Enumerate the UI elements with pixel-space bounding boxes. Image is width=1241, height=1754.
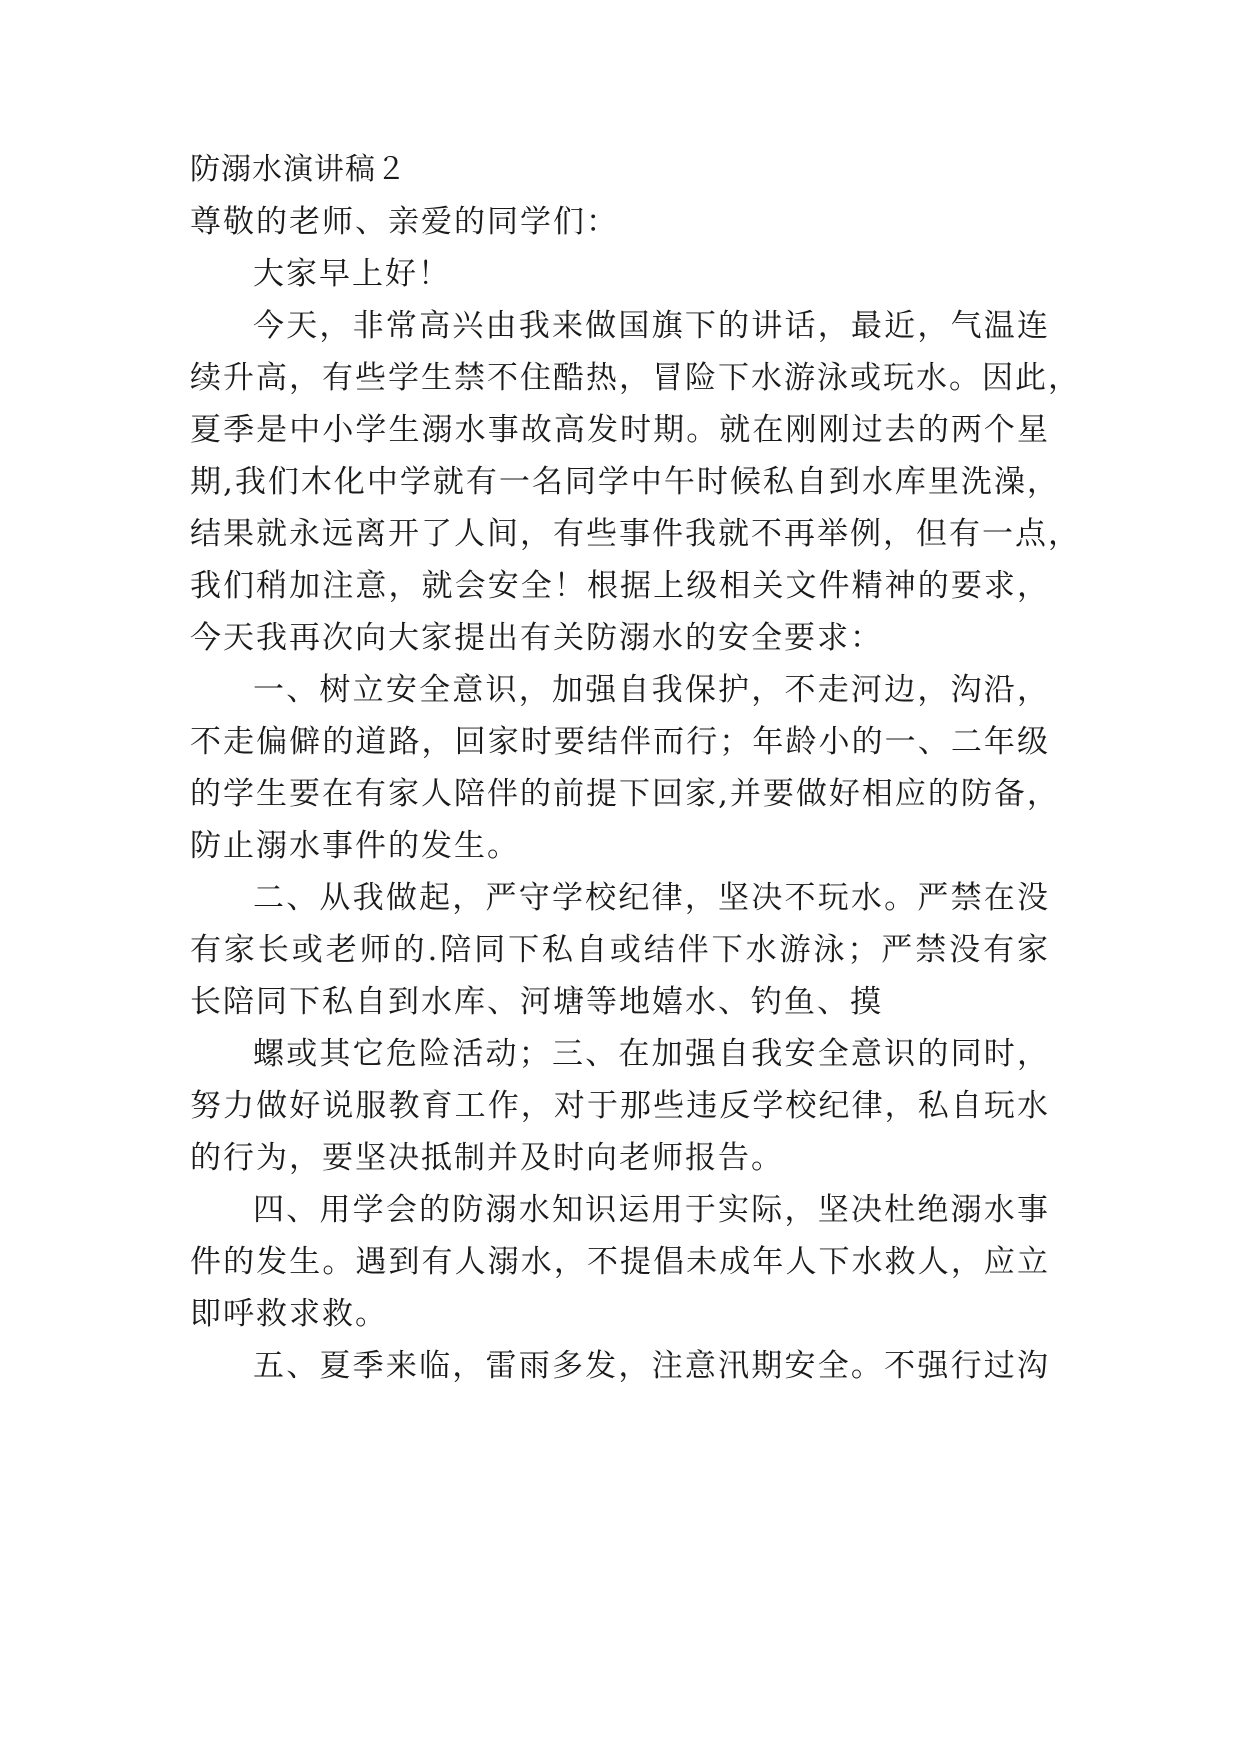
paragraph-line: 四、用学会的防溺水知识运用于实际，坚决杜绝溺水事 [253, 1192, 1050, 1228]
salutation-line: 尊敬的老师、亲爱的同学们： [190, 204, 619, 240]
paragraph-line: 长陪同下私自到水库、河塘等地嬉水、钓鱼、摸 [190, 984, 883, 1020]
paragraph-line: 夏季是中小学生溺水事故高发时期。就在刚刚过去的两个星 [190, 412, 1050, 448]
greeting-line: 大家早上好！ [253, 256, 451, 292]
paragraph-line: 的学生要在有家人陪伴的前提下回家,并要做好相应的防备， [190, 776, 1060, 812]
paragraph-line: 期,我们木化中学就有一名同学中午时候私自到水库里洗澡， [190, 464, 1060, 500]
paragraph-line: 今天我再次向大家提出有关防溺水的安全要求： [190, 620, 883, 656]
paragraph-line: 结果就永远离开了人间，有些事件我就不再举例，但有一点， [190, 516, 1081, 552]
document-title: 防溺水演讲稿２ [190, 152, 407, 187]
paragraph-line: 螺或其它危险活动；三、在加强自我安全意识的同时， [253, 1036, 1050, 1072]
paragraph-line: 不走偏僻的道路，回家时要结伴而行；年龄小的一、二年级 [190, 724, 1050, 760]
paragraph-line: 即呼救求救。 [190, 1296, 388, 1332]
paragraph-line: 努力做好说服教育工作，对于那些违反学校纪律，私自玩水 [190, 1088, 1050, 1124]
paragraph-line: 一、树立安全意识，加强自我保护，不走河边，沟沿， [253, 672, 1050, 708]
paragraph-line: 的行为，要坚决抵制并及时向老师报告。 [190, 1140, 784, 1176]
paragraph-line: 我们稍加注意，就会安全！根据上级相关文件精神的要求， [190, 568, 1050, 604]
paragraph-line: 五、夏季来临，雷雨多发，注意汛期安全。不强行过沟 [253, 1348, 1050, 1384]
paragraph-line: 二、从我做起，严守学校纪律，坚决不玩水。严禁在没 [253, 880, 1050, 916]
paragraph-line: 续升高，有些学生禁不住酷热，冒险下水游泳或玩水。因此， [190, 360, 1081, 396]
paragraph-line: 件的发生。遇到有人溺水，不提倡未成年人下水救人，应立 [190, 1244, 1050, 1280]
paragraph-line: 有家长或老师的.陪同下私自或结伴下水游泳；严禁没有家 [190, 932, 1050, 968]
paragraph-line: 防止溺水事件的发生。 [190, 828, 520, 864]
paragraph-line: 今天，非常高兴由我来做国旗下的讲话，最近，气温连 [253, 308, 1050, 344]
